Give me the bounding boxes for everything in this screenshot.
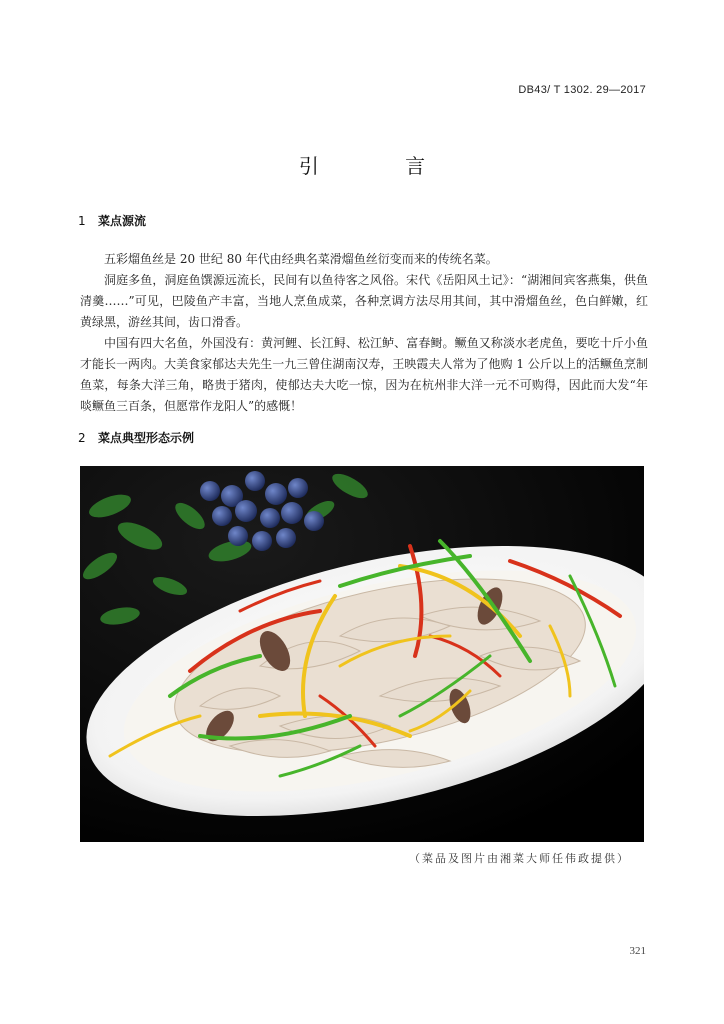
section-2-number: 2 <box>78 431 86 445</box>
paragraph: 五彩熘鱼丝是 20 世纪 80 年代由经典名菜滑熘鱼丝衍变而来的传统名菜。 <box>104 252 498 266</box>
section-1-title: 菜点源流 <box>98 214 147 228</box>
section-2-title: 菜点典型形态示例 <box>98 431 195 445</box>
paragraph: 中国有四大名鱼，外国没有：黄河鲤、长江鲟、松江鲈、富春鲥。鳜鱼又称淡水老虎鱼，要吃十斤小鱼才能长一两肉。大美食家郁达夫先生一九三曾住湖南汉寿，王映霞夫人常为了他购 1 公斤以上的活鳜鱼烹制鱼菜，每条大洋三角，略贵于猪肉，使郁达夫大吃一惊，因为在杭州非大洋一元不可购得，因此而大发“年啖鳜鱼三百条，但愿常作龙阳人”的感慨！ <box>80 336 648 413</box>
section-1-number: 1 <box>78 214 86 228</box>
section-1-body <box>80 249 648 417</box>
paragraph: 洞庭多鱼，洞庭鱼馔源远流长，民间有以鱼待客之风俗。宋代《岳阳风土记》：“湖湘间宾客燕集，供鱼清羹……”可见，巴陵鱼产丰富，当地人烹鱼成菜，各种烹调方法尽用其间，其中滑熘鱼丝，色白鲜嫩，红黄绿黑，游丝其间，齿口滑香。 <box>80 273 648 329</box>
page-number: 321 <box>629 945 646 957</box>
page-title: 引 言 <box>298 154 466 178</box>
photo-caption: （菜品及图片由湘菜大师任伟政提供） <box>409 852 630 865</box>
section-1-heading <box>78 212 146 229</box>
section-2-heading <box>78 429 194 446</box>
standard-code: DB43/ T 1302. 29—2017 <box>518 84 646 96</box>
dish-photo <box>80 466 644 842</box>
